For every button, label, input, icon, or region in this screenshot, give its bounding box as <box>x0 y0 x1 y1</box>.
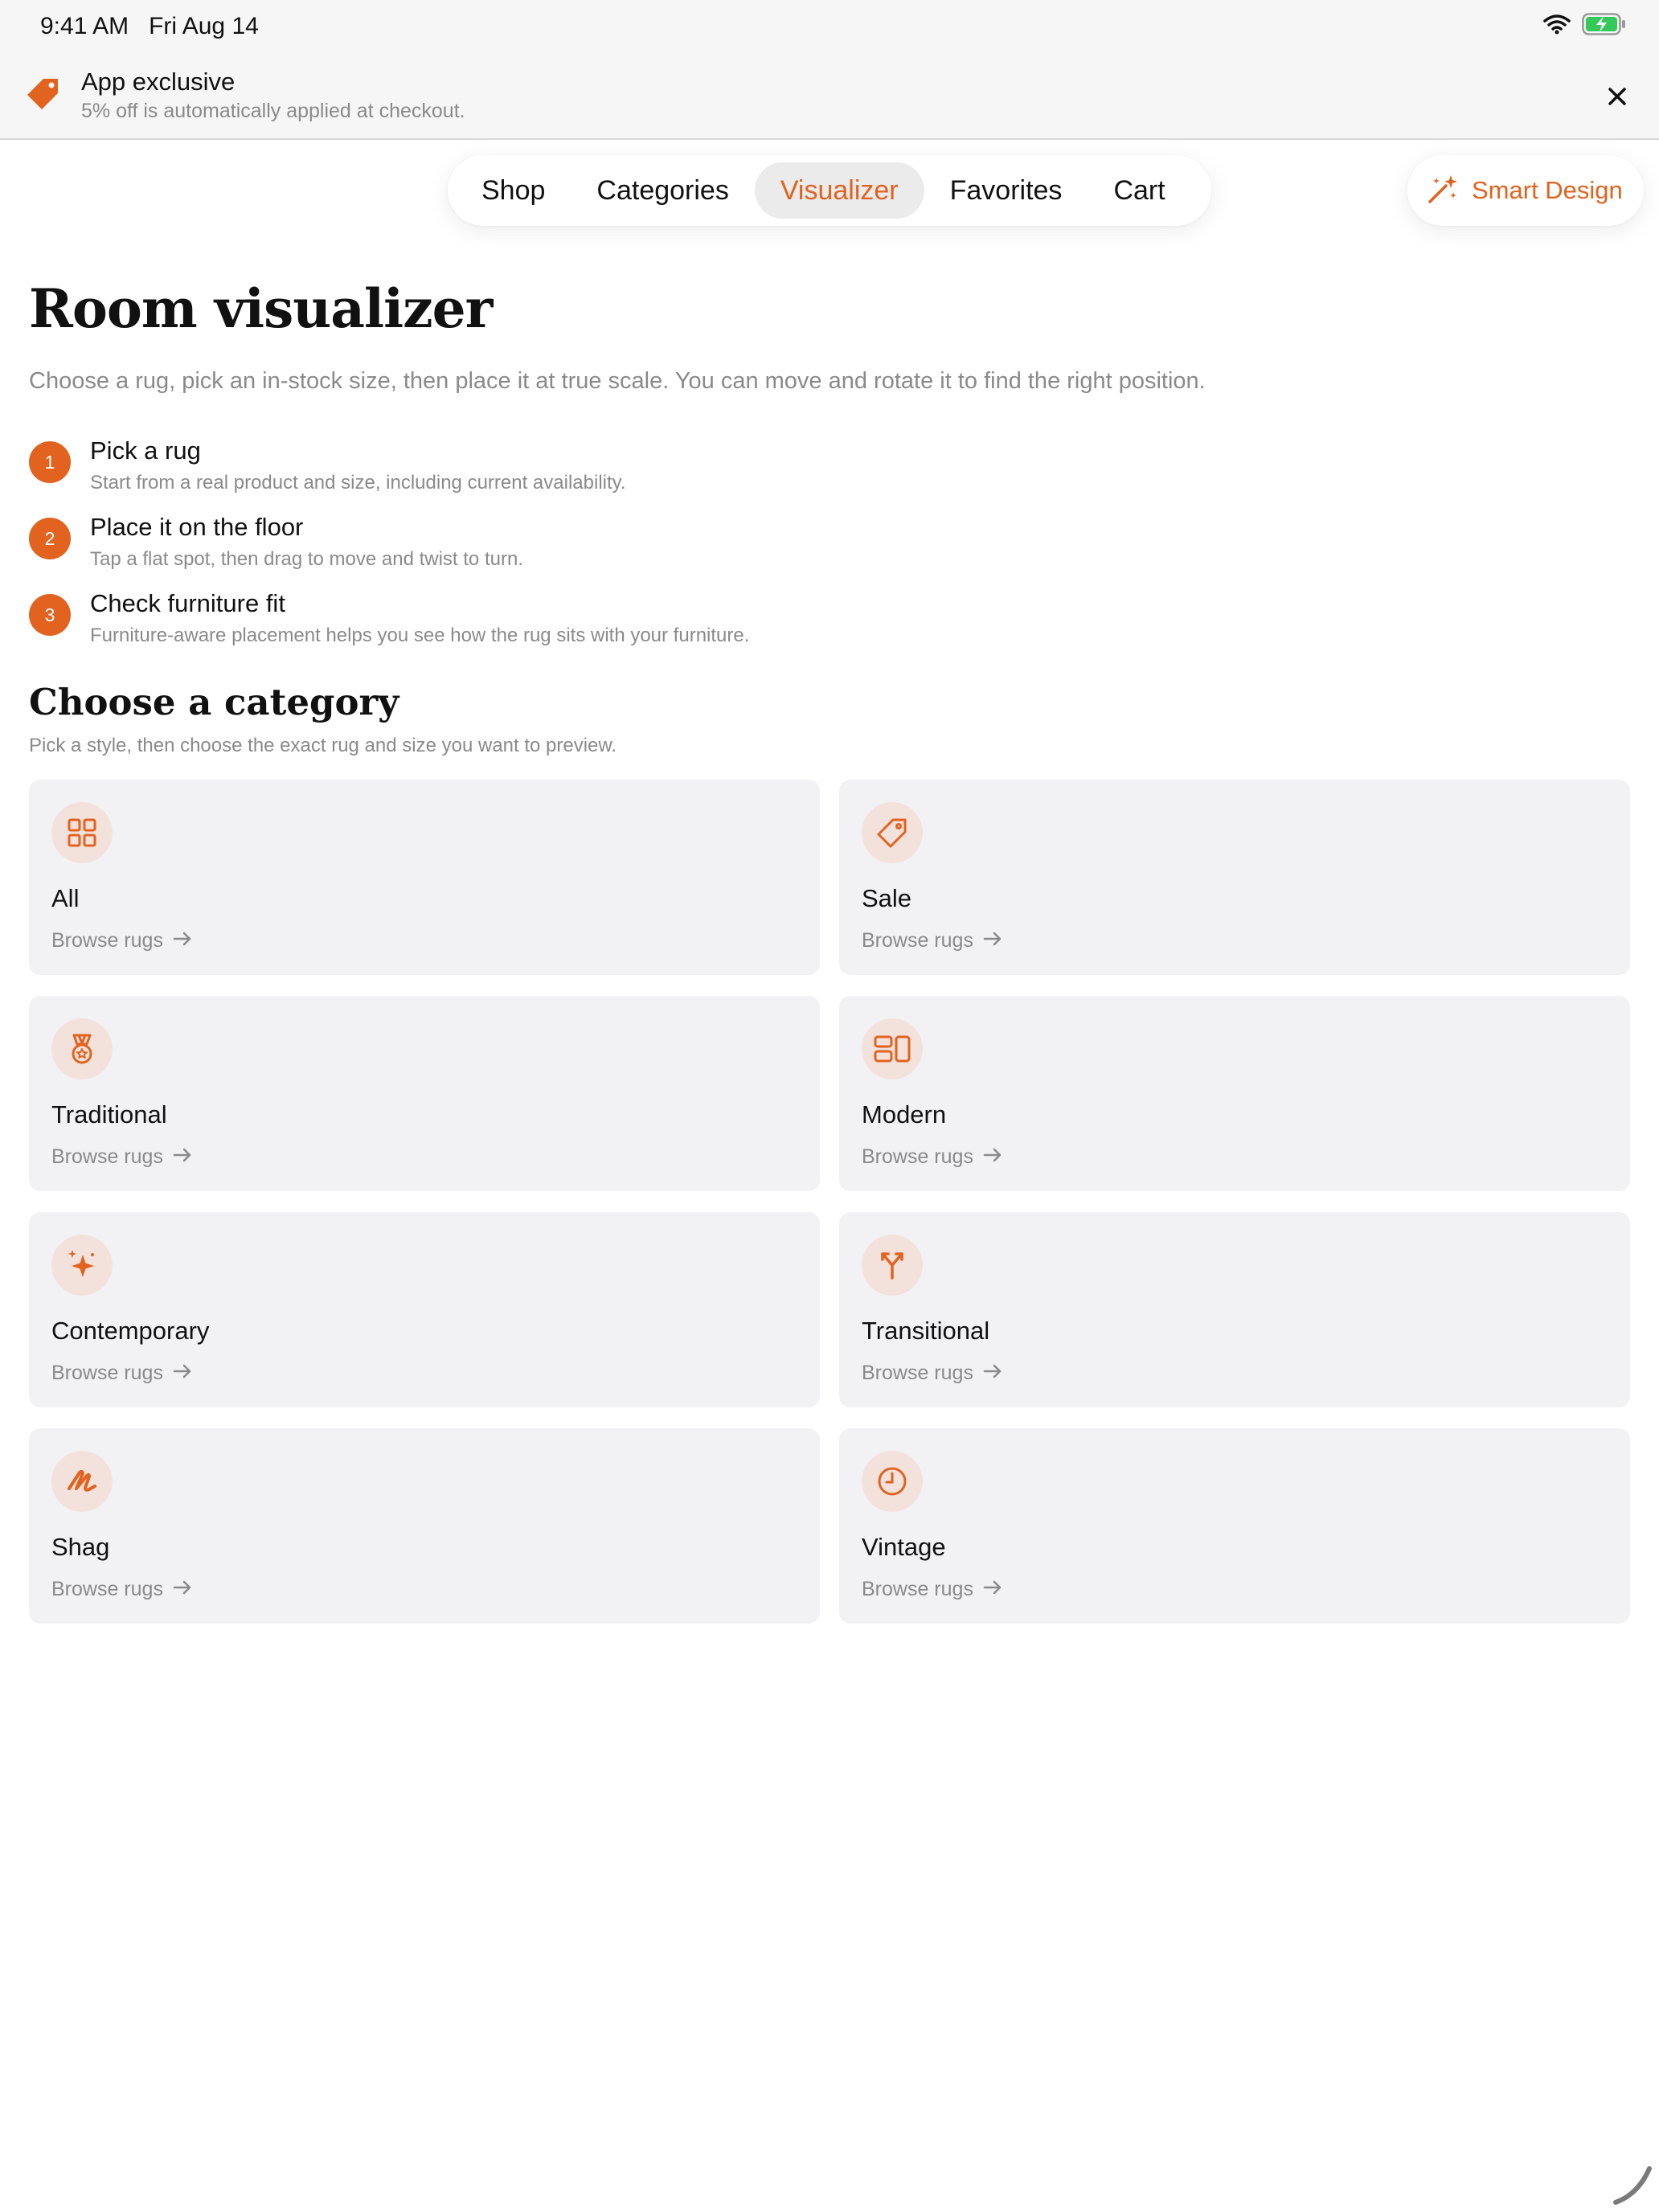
category-name: Traditional <box>51 1100 167 1129</box>
browse-rugs-link[interactable] <box>51 1362 192 1385</box>
tag-icon <box>26 76 61 111</box>
category-card-contemporary[interactable] <box>29 1212 820 1407</box>
browse-rugs-link[interactable] <box>51 1145 192 1169</box>
category-card-sale[interactable] <box>839 780 1630 975</box>
arrow-right-icon <box>173 1145 192 1169</box>
arrow-right-icon <box>983 1145 1002 1169</box>
browse-rugs-label: Browse rugs <box>51 1145 163 1168</box>
step-title: Pick a rug <box>90 436 201 465</box>
browse-rugs-link[interactable] <box>51 1578 192 1601</box>
step-number-badge: 1 <box>29 441 71 483</box>
step-description: Tap a flat spot, then drag to move and twist to turn. <box>90 548 523 570</box>
browse-rugs-link[interactable] <box>862 929 1002 952</box>
tab-categories[interactable]: Categories <box>596 175 729 206</box>
arrow-right-icon <box>983 1578 1002 1601</box>
category-name: Vintage <box>862 1533 946 1561</box>
tag-icon <box>862 802 923 863</box>
scroll-indicator-icon <box>1611 2162 1656 2211</box>
smart-design-button[interactable] <box>1407 155 1644 226</box>
category-card-modern[interactable] <box>839 996 1630 1191</box>
arrow-right-icon <box>173 1362 192 1385</box>
category-name: Contemporary <box>51 1317 210 1345</box>
browse-rugs-link[interactable] <box>862 1362 1002 1385</box>
category-name: Shag <box>51 1533 110 1561</box>
step-title: Check furniture fit <box>90 589 285 617</box>
category-card-transitional[interactable] <box>839 1212 1630 1407</box>
tab-visualizer[interactable]: Visualizer <box>755 162 924 219</box>
banner-title: App exclusive <box>81 68 236 96</box>
step-description: Start from a real product and size, including current availability. <box>90 472 626 494</box>
tab-cart[interactable]: Cart <box>1113 175 1165 206</box>
section-title: Choose a category <box>29 681 399 723</box>
browse-rugs-label: Browse rugs <box>51 1362 163 1384</box>
close-icon[interactable] <box>1600 79 1635 114</box>
page-description: Choose a rug, pick an in-stock size, then place it at true scale. You can move and rotate it to find the right position. <box>29 368 1206 394</box>
tab-shop[interactable]: Shop <box>481 175 546 206</box>
arrow-right-icon <box>173 1578 192 1601</box>
browse-rugs-label: Browse rugs <box>862 1362 973 1384</box>
section-subtitle: Pick a style, then choose the exact rug and size you want to preview. <box>29 735 617 756</box>
promo-banner <box>0 51 1659 140</box>
tab-favorites[interactable]: Favorites <box>949 175 1063 206</box>
medal-icon <box>51 1018 113 1079</box>
browse-rugs-link[interactable] <box>51 929 192 952</box>
battery-icon <box>1582 13 1627 39</box>
category-card-traditional[interactable] <box>29 996 820 1191</box>
browse-rugs-link[interactable] <box>862 1578 1002 1601</box>
category-name: Modern <box>862 1100 947 1129</box>
category-name: All <box>51 884 80 912</box>
sparkles-icon <box>51 1235 113 1296</box>
step-number-badge: 2 <box>29 518 71 559</box>
arrow-right-icon <box>983 1362 1002 1385</box>
grid-icon <box>51 802 113 863</box>
fork-icon <box>862 1235 923 1296</box>
category-name: Transitional <box>862 1317 990 1345</box>
step-description: Furniture-aware placement helps you see how the rug sits with your furniture. <box>90 625 750 646</box>
arrow-right-icon <box>983 929 1002 952</box>
step-title: Place it on the floor <box>90 513 304 541</box>
wifi-icon <box>1543 14 1571 39</box>
magic-wand-icon <box>1427 173 1459 209</box>
layout-icon <box>862 1018 923 1079</box>
category-name: Sale <box>862 884 912 912</box>
banner-subtitle: 5% off is automatically applied at checkout. <box>81 100 465 122</box>
category-card-all[interactable] <box>29 780 820 975</box>
browse-rugs-label: Browse rugs <box>862 1145 973 1168</box>
category-card-vintage[interactable] <box>839 1428 1630 1624</box>
step-number-badge: 3 <box>29 594 71 636</box>
browse-rugs-label: Browse rugs <box>862 1578 973 1600</box>
status-bar <box>0 0 1659 51</box>
arrow-right-icon <box>173 929 192 952</box>
smart-design-label: Smart Design <box>1472 176 1623 204</box>
status-time: 9:41 AM Fri Aug 14 <box>40 13 259 39</box>
clock-icon <box>862 1451 923 1512</box>
browse-rugs-label: Browse rugs <box>51 1578 163 1600</box>
page-title: Room visualizer <box>29 277 493 340</box>
category-card-shag[interactable] <box>29 1428 820 1624</box>
squiggle-icon <box>51 1451 113 1512</box>
browse-rugs-link[interactable] <box>862 1145 1002 1169</box>
browse-rugs-label: Browse rugs <box>51 929 163 952</box>
browse-rugs-label: Browse rugs <box>862 929 973 952</box>
main-nav <box>448 155 1211 226</box>
status-icons <box>1543 13 1627 39</box>
